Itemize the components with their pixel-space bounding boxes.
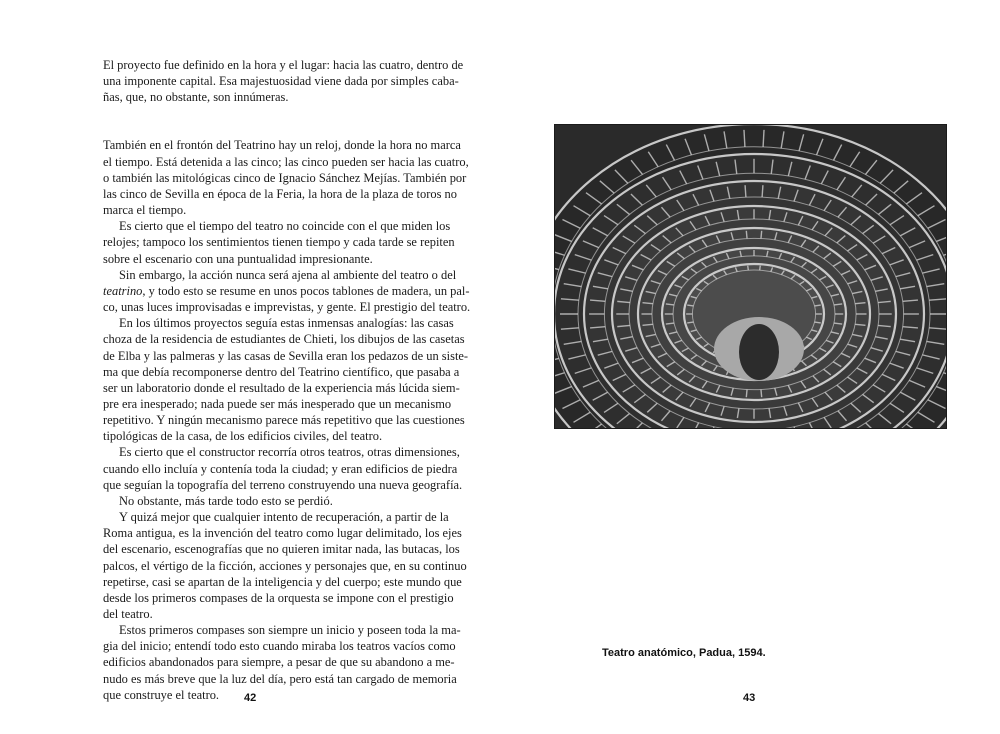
text-line: marca el tiempo. xyxy=(103,203,187,218)
baluster xyxy=(815,305,821,306)
text-line: gia del inicio; entendí todo esto cuando miraba los teatros vacíos como xyxy=(103,639,456,654)
text-line xyxy=(103,283,470,299)
photo-illustration xyxy=(554,124,947,429)
text-line: El proyecto fue definido en la hora y el lugar: hacia las cuatro, dentro de xyxy=(103,58,464,72)
text-line: En los últimos proyectos seguía estas inmensas analogías: las casas xyxy=(119,316,454,331)
baluster xyxy=(834,323,842,324)
baluster xyxy=(687,305,693,306)
text-line: cuando ello incluía y contenía toda la ciudad; y eran edificios de piedra xyxy=(103,461,458,476)
anatomical-theatre-photo xyxy=(554,124,947,429)
baluster xyxy=(744,130,745,147)
baluster xyxy=(666,323,674,324)
baluster xyxy=(815,322,821,323)
body-text xyxy=(103,57,471,703)
paragraph-3 xyxy=(103,218,455,266)
paragraph-4 xyxy=(103,267,471,315)
paragraph-6 xyxy=(103,444,463,492)
text-line: Es cierto que el constructor recorría otros teatros, otras dimensiones, xyxy=(119,445,460,460)
text-line: ma que debía recomponerse dentro del Teatrino científico, que pasaba a xyxy=(103,364,460,379)
paragraph-5 xyxy=(103,315,469,444)
text-line: También en el frontón del Teatrino hay un reloj, donde la hora no marca xyxy=(103,138,461,153)
right-page xyxy=(500,0,1000,734)
text-line: palcos, el vértigo de la ficción, acciones y personajes que, en su continuo xyxy=(103,558,467,573)
text-line: una imponente capital. Esa majestuosidad viene dada por simples caba- xyxy=(103,74,459,89)
baluster xyxy=(745,185,746,197)
paragraph-7 xyxy=(103,493,448,509)
text-line: o también las mitológicas cinco de Ignacio Sánchez Mejías. También por xyxy=(103,170,467,185)
text-line: choza de la residencia de estudiantes de Chieti, los dibujos de las casetas xyxy=(103,332,465,347)
paragraph-9 xyxy=(103,622,461,703)
baluster xyxy=(760,266,761,270)
text-line: del escenario, escenografías que no quieren imitar nada, las butacas, los xyxy=(103,542,460,557)
page-number: 43 xyxy=(743,692,756,704)
text-line: Es cierto que el tiempo del teatro no coincide con el que miden los xyxy=(119,219,451,234)
text-line: pre era inesperado; nada puede ser más inesperado que un mecanismo xyxy=(103,396,452,411)
paragraph-2 xyxy=(103,137,469,218)
text-line: repetitivo. Y ningún mecanismo parece más repetitivo que las cuestiones xyxy=(103,413,465,428)
photo-caption: Teatro anatómico, Padua, 1594. xyxy=(602,647,766,659)
paragraph-1 xyxy=(103,57,464,105)
dissection-table xyxy=(739,324,779,380)
text-line: ser un laboratorio donde el resultado de la experiencia más lúcida siem- xyxy=(103,380,460,395)
text-fragment: , y todo esto se resume en unos pocos tablones de madera, un pal- xyxy=(142,283,470,298)
baluster xyxy=(666,304,674,305)
text-line: ñas, que, no obstante, son innúmeras. xyxy=(103,90,289,105)
text-line: co, unas luces improvisadas e imprevistas, y gente. El prestigio del teatro. xyxy=(103,300,471,315)
text-line: del teatro. xyxy=(103,607,153,621)
baluster xyxy=(762,185,763,197)
text-line: Roma antigua, es la invención del teatro como lugar delimitado, los ejes xyxy=(103,526,462,541)
baluster xyxy=(687,322,693,323)
baluster xyxy=(761,231,762,239)
text-line: tipológicas de la casa, de los edificios civiles, del teatro. xyxy=(103,429,383,444)
baluster xyxy=(761,390,762,398)
text-line: repetirse, casi se apartan de la inteligencia y del cuerpo; este mundo que xyxy=(103,574,462,589)
baluster xyxy=(834,304,842,305)
paragraph-gap xyxy=(103,121,448,137)
paragraph-8 xyxy=(103,509,467,622)
baluster xyxy=(763,130,764,147)
baluster xyxy=(746,231,747,239)
text-line: desde los primeros compases de la orquesta se impone con el prestigio xyxy=(103,590,454,605)
text-line: de Elba y las palmeras y las casas de Sevilla eran los pedazos de un siste- xyxy=(103,348,469,363)
page-number: 42 xyxy=(244,692,257,704)
paragraph-gap xyxy=(103,105,448,121)
text-line: Y quizá mejor que cualquier intento de recuperación, a partir de la xyxy=(119,510,449,525)
text-line: el tiempo. Está detenida a las cinco; las cinco pueden ser hacia las cuatro, xyxy=(103,154,469,169)
text-line: que seguían la topografía del terreno construyendo una nueva geografía. xyxy=(103,477,463,492)
text-line: nudo es más breve que la luz del día, pero está tan cargado de memoria xyxy=(103,671,457,686)
text-line: que construye el teatro. xyxy=(103,687,220,702)
text-line: Sin embargo, la acción nunca será ajena al ambiente del teatro o del xyxy=(119,267,457,282)
text-line: Estos primeros compases son siempre un inicio y poseen toda la ma- xyxy=(119,623,461,638)
text-line: edificios abandonados para siempre, a pesar de que su abandono a me- xyxy=(103,655,455,670)
text-line: relojes; tampoco los sentimientos tienen tiempo y cada tarde se repiten xyxy=(103,235,455,250)
baluster xyxy=(746,390,747,398)
text-line: sobre el escenario con una puntualidad impresionante. xyxy=(103,251,373,266)
italic-word: teatrino xyxy=(103,283,143,298)
text-line: No obstante, más tarde todo esto se perdió. xyxy=(119,493,333,508)
baluster xyxy=(748,266,749,270)
text-line: las cinco de Sevilla en época de la Feria, la hora de la plaza de toros no xyxy=(103,186,457,201)
